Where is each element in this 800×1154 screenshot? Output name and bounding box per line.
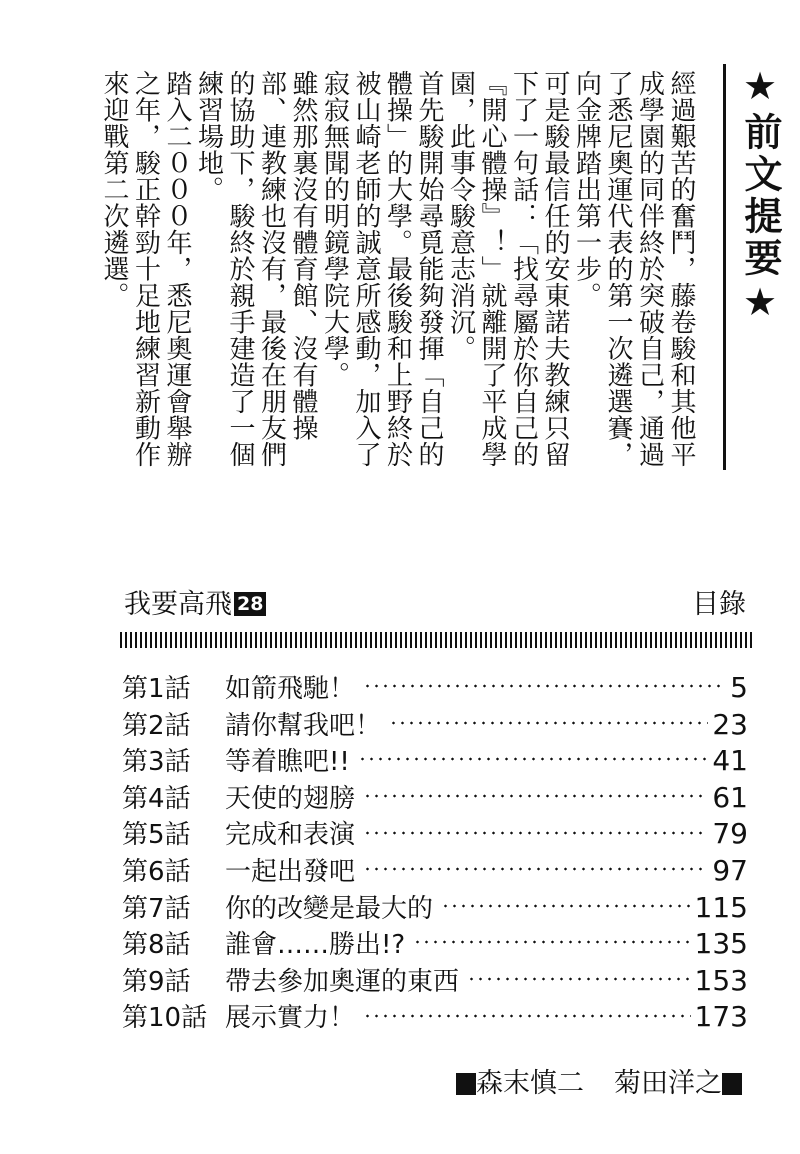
preface-paragraph: 可是駿最信任的安東諾夫教練只留下了一句話：「找尋屬於你自己的『開心體操』！」就離開了平成學園，此事令駿意志消沉。 (445, 70, 570, 468)
chapter-list (122, 668, 748, 1034)
dot-leader (358, 757, 709, 761)
author-name: 森末慎二 (476, 1068, 584, 1099)
chapter-page: 79 (712, 817, 748, 851)
chapter-page: 135 (694, 927, 748, 961)
dot-leader (363, 794, 708, 798)
preface-body (98, 70, 697, 490)
chapter-page: 23 (712, 707, 748, 741)
chapter-row (122, 924, 748, 961)
chapter-row (122, 814, 748, 851)
square-mark (456, 1073, 476, 1095)
chapter-page: 97 (712, 853, 748, 887)
chapter-title: 帶去參加奧運的東西 (225, 966, 460, 997)
chapter-number: 第4話 (122, 783, 191, 814)
chapter-number: 第7話 (122, 893, 191, 924)
chapter-title: 誰會……勝出!? (225, 930, 406, 961)
chapter-title: 請你幫我吧！ (225, 710, 382, 741)
book-title (124, 585, 266, 625)
preface-title: ★前文提要★ (738, 64, 782, 328)
chapter-number: 第1話 (122, 674, 191, 704)
dot-leader (363, 1014, 691, 1018)
author-credits (456, 1066, 742, 1102)
chapter-row (122, 741, 748, 778)
chapter-number: 第2話 (122, 710, 191, 741)
artist-name: 菊田洋之 (614, 1068, 722, 1099)
chapter-title: 天使的翅膀 (225, 783, 356, 814)
chapter-title: 你的改變是最大的 (225, 893, 434, 924)
chapter-row (122, 997, 748, 1034)
chapter-page: 153 (694, 963, 748, 997)
chapter-title: 完成和表演 (225, 820, 356, 851)
chapter-number: 第5話 (122, 820, 191, 851)
preface-header (723, 64, 780, 470)
square-mark (722, 1073, 742, 1095)
volume-badge: 28 (234, 592, 266, 616)
chapter-row (122, 961, 748, 998)
hatched-divider (120, 632, 752, 648)
toc-label: 目錄 (692, 589, 746, 620)
dot-leader (441, 904, 691, 908)
chapter-page: 41 (712, 744, 748, 778)
chapter-page: 115 (694, 890, 748, 924)
preface-paragraph: 經過艱苦的奮鬥，藤卷駿和其他平成學園的同伴終於突破自己，通過了悉尼奧運代表的第一次遴選賽，向金牌踏出第一步。 (571, 70, 696, 468)
book-title-text: 我要高飛 (124, 589, 232, 620)
chapter-row (122, 668, 748, 705)
chapter-row (122, 705, 748, 742)
preface-paragraph: 首先駿開始尋覓能夠發揮「自己的體操」的大學。最後駿和上野終於被山崎老師的誠意所感動，加入了寂寂無聞的明鏡學院大學。 (319, 70, 444, 468)
chapter-page: 61 (712, 780, 748, 814)
toc-header (124, 585, 746, 625)
dot-leader (467, 977, 691, 981)
dot-leader (363, 831, 708, 835)
chapter-page: 5 (730, 671, 748, 704)
preface-section (99, 64, 782, 484)
chapter-number: 第3話 (122, 747, 191, 778)
dot-leader (363, 684, 726, 688)
chapter-title: 等着瞧吧!! (225, 747, 350, 778)
chapter-number: 第9話 (122, 966, 191, 997)
chapter-number: 第6話 (122, 856, 191, 887)
chapter-title: 如箭飛馳！ (225, 674, 356, 704)
chapter-row (122, 888, 748, 925)
chapter-row (122, 851, 748, 888)
preface-divider (723, 64, 726, 470)
chapter-number: 第10話 (122, 1003, 208, 1034)
preface-paragraph: 踏入二０００年，悉尼奧運會舉辦之年，駿正幹勁十足地練習新動作來迎戰第二次遴選。 (99, 70, 192, 468)
dot-leader (413, 940, 690, 944)
dot-leader (363, 867, 708, 871)
chapter-title: 展示實力！ (225, 1003, 356, 1034)
chapter-page: 173 (694, 1000, 748, 1034)
dot-leader (389, 721, 708, 725)
chapter-number: 第8話 (122, 930, 191, 961)
preface-paragraph: 雖然那裏沒有體育館、沒有體操部、連教練也沒有，最後在朋友們的協助下，駿終於親手建造了一個練習場地。 (193, 70, 318, 468)
chapter-title: 一起出發吧 (225, 856, 356, 887)
chapter-row (122, 778, 748, 815)
